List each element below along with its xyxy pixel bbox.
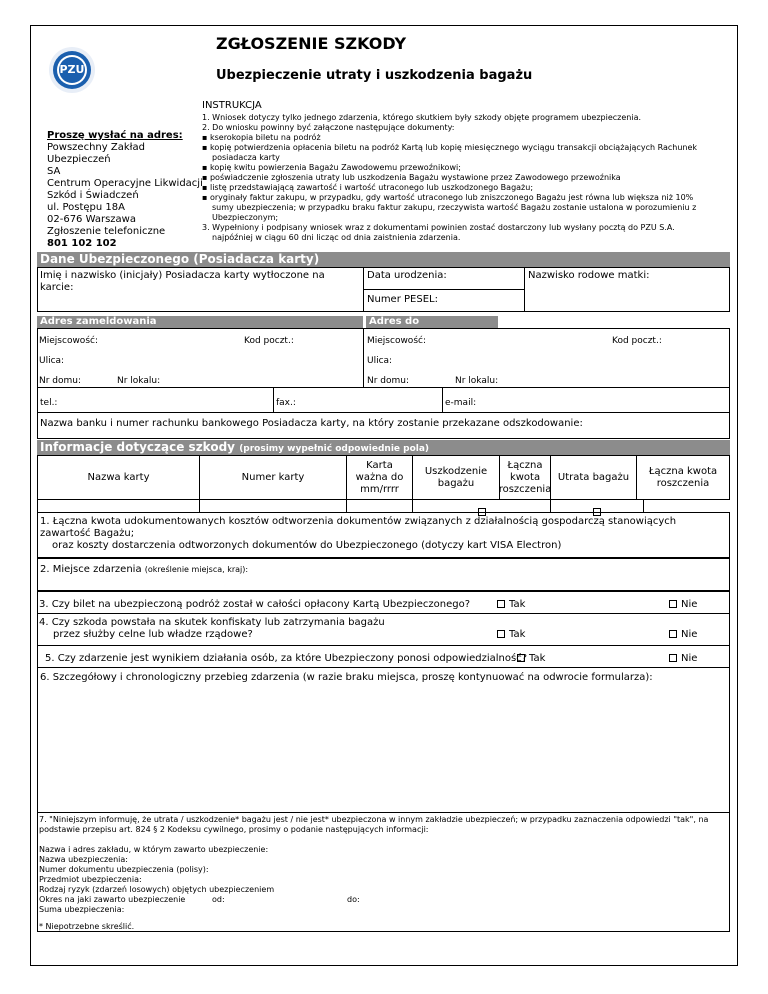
reg-postal-label[interactable]: Kod poczt.: [244, 336, 294, 346]
instruction-item: ▪ oryginały faktur zakupu, w przypadku, gdy wartość utraconego lub zniszczonego Bagażu jest równa lub większa niż 10% [202, 193, 694, 202]
bank-account-label: Nazwa banku i numer rachunku bankowego Posiadacza karty, na który zostanie przekazane odszkodowanie: [40, 418, 583, 429]
bank-account-field[interactable] [37, 412, 730, 439]
instruction-item: ▪ kserokopia biletu na podróż [202, 133, 321, 142]
address-line: Zgłoszenie telefoniczne [47, 226, 166, 237]
instruction-item: ▪ listę przedstawiającą zawartość i wartość utraconego lub uszkodzonego Bagażu; [202, 183, 534, 192]
q3-yes-label: Tak [509, 599, 526, 610]
q6-label: 6. Szczegółowy i chronologiczny przebieg zdarzenia (w razie braku miejsca, proszę kontynuować na odwrocie formularza): [40, 672, 653, 683]
instruction-item: 1. Wniosek dotyczy tylko jednego zdarzenia, którego skutkiem były szkody objęte programem ubezpieczenia. [202, 113, 642, 122]
q5-no[interactable] [669, 653, 697, 665]
address-line: 02-676 Warszawa [47, 214, 136, 225]
q2-label [38, 559, 729, 581]
row-card-name[interactable] [37, 499, 200, 513]
address-line: SA [47, 166, 61, 177]
q7-insurance-name-label: Nazwa ubezpieczenia: [39, 855, 128, 864]
q4-yes-checkbox[interactable] [497, 630, 505, 638]
instruction-item: ▪ kopię kwitu powierzenia Bagażu Zawodowemu przewoźnikowi; [202, 163, 461, 172]
reg-city-label[interactable]: Miejscowość: [39, 336, 98, 346]
q7-from-label: od: [212, 895, 225, 904]
q3-no-label: Nie [681, 599, 698, 610]
q7-intro: 7. "Niniejszym informuję, że utrata / uszkodzenie* bagażu jest / nie jest* ubezpieczona w innym zakładzie ubezpieczeń; w przypadku zaznaczenia odpowiedzi "tak", na [39, 815, 709, 824]
col-loss-total: Łączna kwota roszczenia [636, 455, 730, 500]
dob-field[interactable] [363, 267, 525, 290]
q4-label: 4. Czy szkoda powstała na skutek konfiskaty lub zatrzymania bagażu [39, 617, 385, 628]
reg-flat-label[interactable]: Nr lokalu: [117, 376, 161, 386]
q4-yes-label: Tak [509, 629, 526, 640]
form-subtitle: Ubezpieczenie utraty i uszkodzenia bagażu [216, 68, 533, 83]
logo-text: PZU [59, 63, 85, 76]
instructions-heading: INSTRUKCJA [202, 100, 262, 111]
row-loss[interactable] [550, 499, 644, 513]
q3-no[interactable] [669, 599, 697, 611]
pzu-logo [48, 46, 96, 94]
instructions [202, 100, 732, 243]
email-field[interactable] [442, 387, 730, 413]
q5-label: 5. Czy zdarzenie jest wynikiem działania osób, za które Ubezpieczony ponosi odpowiedzialność? [45, 653, 528, 664]
phone-number: 801 102 102 [47, 238, 117, 249]
address-line: ul. Postępu 18A [47, 202, 125, 213]
address-line: Centrum Operacyjne Likwidacji [47, 178, 203, 189]
corr-city-label[interactable]: Miejscowość: [367, 336, 426, 346]
q3-yes-checkbox[interactable] [497, 600, 505, 608]
q7-intro-cont: podstawie przepisu art. 824 § 2 Kodeksu cywilnego, prosimy o podanie następujących informacji: [39, 825, 429, 834]
row-damage[interactable] [412, 499, 551, 513]
footnote: * Niepotrzebne skreślić. [39, 922, 135, 931]
corr-house-label[interactable]: Nr domu: [367, 376, 410, 386]
q7-to-label: do: [347, 895, 360, 904]
instruction-item: sumy ubezpieczenia; w przypadku braku faktur zakupu, rzeczywista wartość Bagażu zostanie ustalona w porozumieniu z [212, 203, 697, 212]
q2-note: (określenie miejsca, kraj): [144, 565, 249, 574]
tel-label: tel.: [40, 398, 58, 408]
q2-text: 2. Miejsce zdarzenia [40, 564, 142, 575]
q6-field[interactable] [37, 667, 730, 813]
q5-yes[interactable] [517, 653, 545, 665]
col-card-valid: Karta ważna do mm/rrrr [346, 455, 413, 500]
corr-postal-label[interactable]: Kod poczt.: [612, 336, 662, 346]
maiden-name-field[interactable] [524, 267, 730, 312]
address-line: Powszechny Zakład Ubezpieczeń [47, 142, 145, 165]
instruction-item: Ubezpieczonym; [212, 213, 279, 222]
insured-name-field[interactable] [37, 267, 364, 312]
q4-no-checkbox[interactable] [669, 630, 677, 638]
q3-yes[interactable] [497, 599, 525, 611]
q1-label: 1. Łączna kwota udokumentowanych kosztów odtworzenia dokumentów związanych z działalnością gospodarczą stanowiących zawartość Bagażu; [40, 516, 677, 539]
pesel-field[interactable] [363, 289, 525, 312]
col-damage: Uszkodzenie bagażu [412, 455, 500, 500]
q3-label: 3. Czy bilet na ubezpieczoną podróż został w całości opłacony Kartą Ubezpieczonego? [39, 599, 471, 610]
col-damage-total: Łączna kwota roszczenia [499, 455, 551, 500]
col-loss: Utrata bagażu [550, 455, 637, 500]
insured-section-title: Dane Ubezpieczonego (Posiadacza karty) [37, 252, 730, 267]
q5-yes-label: Tak [529, 653, 546, 664]
fax-label: fax.: [276, 398, 296, 408]
tel-field[interactable] [37, 387, 274, 413]
q4-no-label: Nie [681, 629, 698, 640]
q2-field[interactable] [37, 558, 730, 591]
q7-sum-label: Suma ubezpieczenia: [39, 905, 125, 914]
registered-address-title: Adres zameldowania [37, 316, 363, 328]
fax-field[interactable] [273, 387, 443, 413]
claim-section-heading: Informacje dotyczące szkody [40, 440, 235, 454]
col-card-number: Numer karty [199, 455, 347, 500]
q7-risk-label: Rodzaj ryzyk (zdarzeń losowych) objętych ubezpieczeniem [39, 885, 275, 894]
q7-policy-label: Numer dokumentu ubezpieczenia (polisy): [39, 865, 209, 874]
corr-flat-label[interactable]: Nr lokalu: [455, 376, 499, 386]
col-card-name: Nazwa karty [37, 455, 200, 500]
q5-no-label: Nie [681, 653, 698, 664]
mailing-address [47, 130, 207, 250]
claim-section-title [37, 440, 730, 455]
row-card-valid[interactable] [346, 499, 413, 513]
address-line: Szkód i Świadczeń [47, 190, 139, 201]
row-card-number[interactable] [199, 499, 347, 513]
address-heading: Proszę wysłać na adres: [47, 130, 183, 141]
q4-yes[interactable] [497, 629, 525, 641]
instruction-item: 2. Do wniosku powinny być załączone następujące dokumenty: [202, 123, 455, 132]
q4-label-cont: przez służby celne lub władze rządowe? [53, 629, 253, 640]
reg-house-label[interactable]: Nr domu: [39, 376, 82, 386]
form-title: ZGŁOSZENIE SZKODY [216, 34, 407, 53]
reg-street-label[interactable]: Ulica: [39, 356, 65, 366]
pesel-label: Numer PESEL: [367, 294, 438, 305]
q7-subject-label: Przedmiot ubezpieczenia: [39, 875, 142, 884]
instruction-item: najpóźniej w ciągu 60 dni licząc od dnia zaistnienia zdarzenia. [212, 233, 461, 242]
dob-label: Data urodzenia: [367, 270, 447, 281]
q4-no[interactable] [669, 629, 697, 641]
q7-period-label: Okres na jaki zawarto ubezpieczenie [39, 895, 186, 904]
q7-insurer-label: Nazwa i adres zakładu, w którym zawarto ubezpieczenie: [39, 845, 269, 854]
q5-yes-checkbox[interactable] [517, 654, 525, 662]
instruction-item: 3. Wypełniony i podpisany wniosek wraz z dokumentami powinien zostać dostarczony lub wysłany pocztą do PZU S.A. [202, 223, 675, 232]
maiden-name-label: Nazwisko rodowe matki: [528, 270, 650, 281]
instruction-item: ▪ poświadczenie zgłoszenia utraty lub uszkodzenia Bagażu wystawione przez Zawodowego przewoźnika [202, 173, 621, 182]
corr-street-label[interactable]: Ulica: [367, 356, 393, 366]
instruction-item: posiadacza karty [212, 153, 280, 162]
correspondence-address-title: Adres do korespondencji [366, 316, 498, 328]
email-label: e-mail: [445, 398, 477, 408]
q1-field[interactable] [37, 512, 730, 558]
q5-no-checkbox[interactable] [669, 654, 677, 662]
claim-section-note: (prosimy wypełnić odpowiednie pola) [239, 444, 430, 454]
q1-label-cont: oraz koszty dostarczenia odtworzonych dokumentów do Ubezpieczonego (dotyczy kart VISA Electron) [52, 540, 562, 551]
q3-no-checkbox[interactable] [669, 600, 677, 608]
insured-name-label: Imię i nazwisko (inicjały) Posiadacza karty wytłoczone na karcie: [40, 270, 325, 293]
instruction-item: ▪ kopię potwierdzenia opłacenia biletu na podróż Kartą lub kopię miesięcznego wyciągu transakcji obciążających Rachunek [202, 143, 698, 152]
